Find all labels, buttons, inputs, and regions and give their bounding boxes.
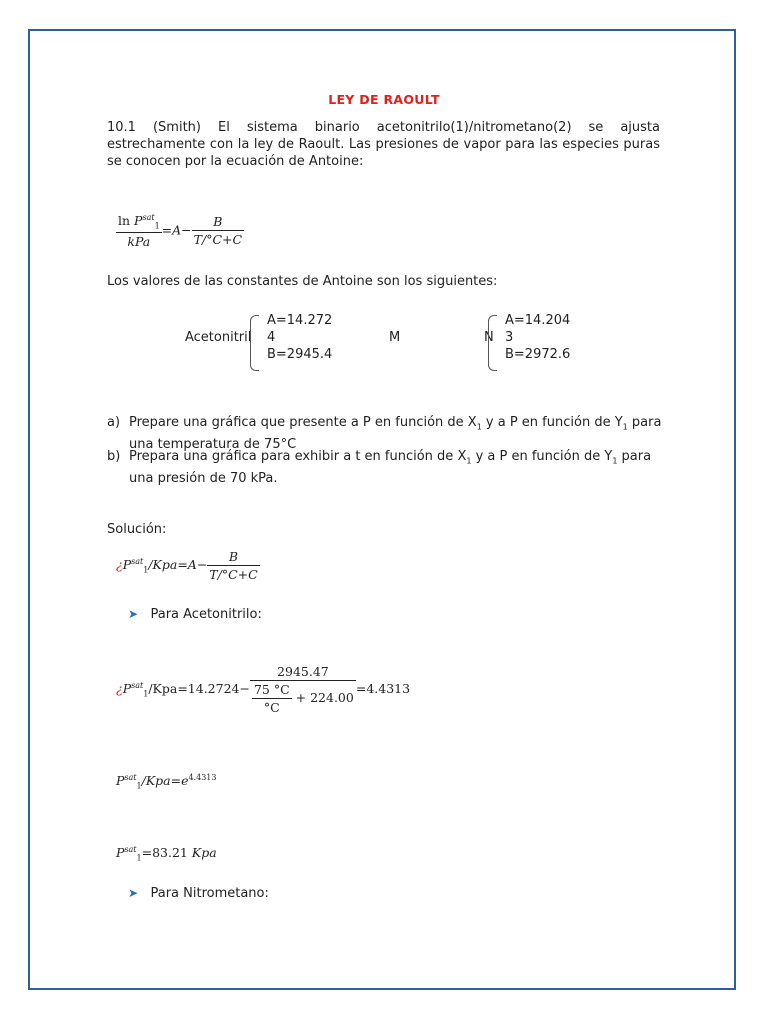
task-b-text: [129, 448, 662, 487]
task-b-after: para una presión de 70 kPa.: [129, 449, 652, 486]
eq1-sub: 1: [154, 221, 160, 231]
eq5-unit: Kpa: [191, 845, 217, 861]
task-a-mid: y a P en función de Y: [481, 415, 623, 430]
bullet-acetonitrilo-label: Para Acetonitrilo:: [150, 607, 262, 622]
eq4-p: P: [116, 773, 125, 789]
nitrometano-label-n: N: [484, 330, 494, 345]
task-b-before: Prepara una gráfica para exhibir a t en función de X: [129, 449, 467, 464]
eq4-sup: sat: [124, 773, 137, 782]
task-b-sub2: 1: [612, 456, 618, 466]
eq1-den: kPa: [127, 233, 151, 249]
acetonitrilo-b: B=2945.4: [267, 347, 333, 362]
eq3-lead: ¿: [116, 681, 123, 696]
eq5-p: P: [116, 845, 125, 861]
bullet-nitrometano: [128, 886, 269, 901]
eq2-sup: sat: [131, 556, 144, 566]
nitrometano-b: B=2972.6: [505, 347, 571, 362]
nitrometano-label-m: M: [389, 330, 401, 345]
eq5-sub: 1: [136, 853, 142, 863]
eq2-rnum: B: [207, 549, 259, 566]
eq2-fraction: [207, 549, 259, 582]
eq3-inner-num: 75 °C: [253, 682, 290, 697]
acetonitrilo-brace: [250, 315, 259, 371]
task-b-marker: b): [107, 449, 121, 464]
eq3-mid: /Kpa=14.2724−: [148, 681, 250, 696]
eq3-fraction: [250, 664, 356, 715]
eq3-inner-fraction: [252, 682, 292, 715]
constants-intro: Los valores de las constantes de Antoine son los siguientes:: [107, 274, 498, 289]
task-b-sub1: 1: [466, 456, 472, 466]
problem-statement: 10.1 (Smith) El sistema binario acetonitrilo(1)/nitrometano(2) se ajusta estrechamente con la ley de Raoult. Las presiones de vapor para las especies puras se conocen por la ecuación de Antoine:: [107, 120, 660, 169]
acetonitrilo-a-cont: 4: [267, 330, 276, 345]
eq5-sup: sat: [124, 845, 137, 854]
task-b-mid: y a P en función de Y: [471, 449, 613, 464]
exp-equation: [116, 773, 216, 791]
eq3-den: [250, 681, 356, 715]
eq3-rnum: 2945.47: [250, 664, 356, 681]
eq3-result: =4.4313: [355, 681, 411, 696]
eq1-rden: T/°C+C: [193, 232, 243, 248]
eq3-inner-den: °C: [263, 700, 280, 715]
log-equation: [116, 549, 260, 582]
pressure-result-equation: [116, 845, 217, 863]
task-item-a: [107, 414, 662, 453]
eq3-sub: 1: [143, 689, 149, 699]
task-a-sub2: 1: [622, 422, 628, 432]
task-a-text: [129, 414, 662, 453]
eq1-right-fraction: [192, 214, 244, 247]
eq1-ln: ln: [118, 213, 131, 229]
bullet-acetonitrilo: [128, 607, 262, 622]
eq2-lead: ¿: [116, 557, 123, 572]
eq1-mid: =A−: [161, 222, 192, 238]
nitrometano-a: A=14.204: [505, 313, 571, 328]
page-title: LEY DE RAOULT: [328, 92, 440, 107]
eq1-left-fraction: [116, 213, 162, 249]
eq2-rden: T/°C+C: [209, 567, 258, 582]
eq1-rnum: B: [192, 214, 244, 231]
solution-heading: Solución:: [107, 522, 167, 537]
task-a-after: para una temperatura de 75°C: [129, 415, 662, 452]
nitrometano-brace: [488, 315, 497, 371]
task-a-sub1: 1: [476, 422, 482, 432]
eq1-sup: sat: [142, 213, 155, 222]
acetonitrilo-a: A=14.272: [267, 313, 333, 328]
eq3-sup: sat: [131, 680, 144, 690]
eq5-mid: =83.21: [141, 845, 188, 861]
arrow-bullet-icon: ➤: [128, 607, 139, 621]
antoine-equation: [116, 213, 244, 249]
eq2-sub: 1: [143, 565, 149, 575]
bullet-nitrometano-label: Para Nitrometano:: [150, 886, 269, 901]
acetonitrilo-label: Acetonitril: [185, 330, 252, 345]
eq1-p: P: [134, 213, 143, 229]
acetonitrilo-log-equation: [116, 664, 410, 715]
eq4-exp: 4.4313: [188, 773, 217, 782]
arrow-bullet-icon: ➤: [128, 886, 139, 900]
eq3-plus: + 224.00: [295, 690, 354, 705]
eq2-p: P: [122, 557, 132, 572]
eq4-sub: 1: [136, 781, 142, 791]
task-a-marker: a): [107, 415, 121, 430]
eq2-mid: /Kpa=A−: [148, 557, 208, 572]
nitrometano-a-cont: 3: [505, 330, 514, 345]
task-item-b: [107, 448, 662, 487]
eq3-p: P: [122, 681, 132, 696]
eq4-mid: /Kpa=e: [141, 773, 189, 789]
task-a-before: Prepare una gráfica que presente a P en función de X: [129, 415, 477, 430]
